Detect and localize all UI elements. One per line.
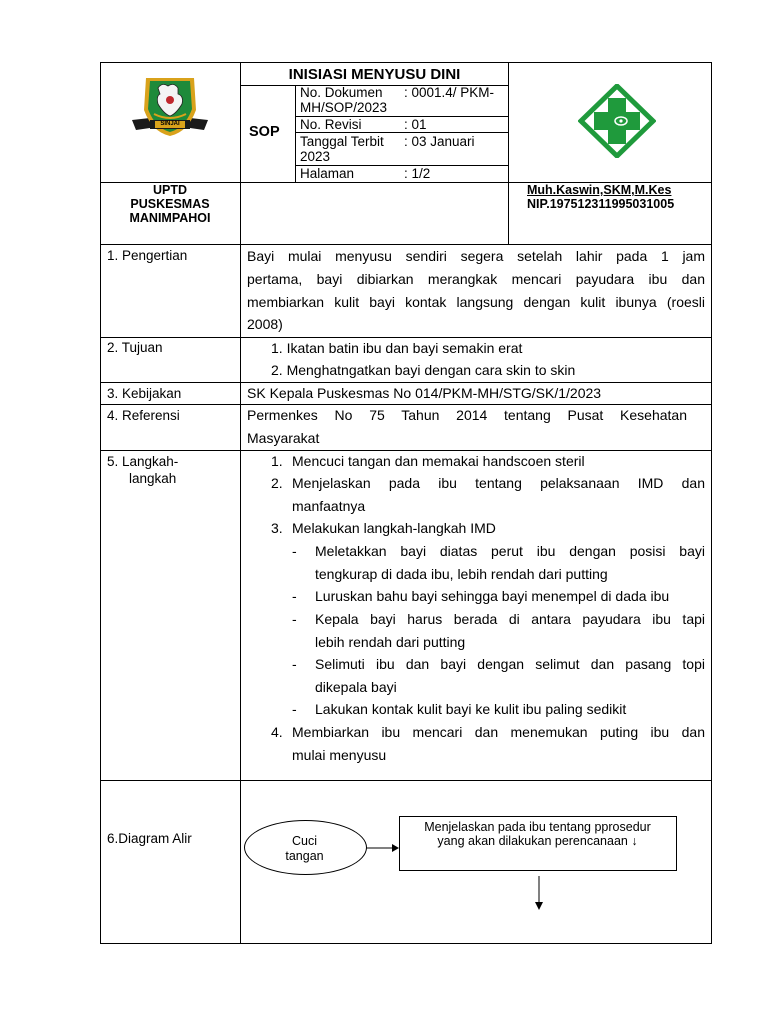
substep-dash-5: - (292, 701, 297, 717)
step-1-text: Mencuci tangan dan memakai handscoen steril (292, 453, 585, 469)
revision-value: : 01 (404, 117, 427, 132)
substep-dash-4: - (292, 656, 297, 672)
sop-label: SOP (249, 124, 280, 140)
table-border-top (100, 62, 712, 63)
page-label: Halaman (300, 166, 355, 181)
langkah-label-line1: 5. Langkah- (107, 454, 179, 469)
doc-no-label: No. Dokumen (300, 85, 383, 100)
substep-3-line2: lebih rendah dari putting (315, 634, 466, 650)
document-title: INISIASI MENYUSU DINI (288, 66, 461, 83)
flow-node-explain-line2: yang akan dilakukan perencanaan ↓ (437, 834, 638, 848)
flow-node-start-line2: tangan (285, 849, 324, 863)
label-column-divider (240, 62, 241, 944)
page-value: : 1/2 (404, 166, 431, 181)
row-divider-6 (100, 780, 712, 781)
step-number-3: 3. (271, 520, 283, 536)
puskesmas-logo (578, 84, 656, 158)
table-border-bottom (100, 943, 712, 944)
issue-date-label: Tanggal Terbit (300, 134, 384, 149)
flow-arrow-right (366, 842, 400, 854)
step-number-1: 1. (271, 453, 283, 469)
substep-1-line1: Meletakkan bayi diatas perut ibu dengan posisi bayi (315, 543, 705, 559)
kebijakan-text: SK Kepala Puskesmas No 014/PKM-MH/STG/SK/1/2023 (247, 385, 602, 401)
substep-dash-3: - (292, 611, 297, 627)
substep-4-line1: Selimuti ibu dan bayi dengan selimut dan pasang topi (315, 656, 705, 672)
sop-field-divider (295, 85, 296, 183)
revision-divider (295, 132, 508, 133)
step-number-2: 2. (271, 475, 283, 491)
referensi-line2: Masyarakat (247, 430, 320, 446)
substep-5-text: Lakukan kontak kulit bayi ke kulit ibu paling sedikit (315, 701, 627, 717)
table-border-right (711, 62, 712, 944)
pengertian-line4: 2008) (247, 316, 283, 332)
district-logo (128, 70, 212, 140)
pengertian-line1: Bayi mulai menyusu sendiri segera setelah lahir pada 1 jam (247, 248, 705, 264)
org-name-line3: MANIMPAHOI (129, 211, 211, 225)
substep-dash-1: - (292, 543, 297, 559)
signer-nip: NIP.197512311995031005 (527, 197, 675, 211)
tujuan-label: 2. Tujuan (107, 340, 163, 355)
substep-1-line2: tengkurap di dada ibu, lebih rendah dari putting (315, 566, 608, 582)
substep-2-text: Luruskan bahu bayi sehingga bayi menempel di dada ibu (315, 588, 670, 604)
tujuan-item1: 1. Ikatan batin ibu dan bayi semakin erat (271, 340, 523, 356)
flow-node-explain-line1: Menjelaskan pada ibu tentang pprosedur (424, 820, 651, 834)
diagram-label: 6.Diagram Alir (107, 831, 192, 846)
revision-label: No. Revisi (300, 117, 362, 132)
step-4-line1: Membiarkan ibu mencari dan menemukan puting ibu dan (292, 724, 705, 740)
pengertian-line2: pertama, bayi dibiarkan merangkak mencari payudara ibu dan (247, 271, 705, 287)
flow-node-start-line1: Cuci (291, 834, 317, 848)
issue-date-value-cont: 2023 (300, 149, 331, 164)
logo-banner-text: SINJAI (160, 121, 180, 127)
org-name-line1: UPTD (152, 183, 188, 197)
step-2-line1: Menjelaskan pada ibu tentang pelaksanaan IMD dan (292, 475, 705, 491)
referensi-line1: Permenkes No 75 Tahun 2014 tentang Pusat Kesehatan (247, 407, 687, 423)
step-4-line2: mulai menyusu (292, 747, 387, 763)
referensi-label: 4. Referensi (107, 408, 180, 423)
substep-3-line1: Kepala bayi harus berada di antara payudara ibu tapi (315, 611, 705, 627)
doc-no-value: : 0001.4/ PKM- (404, 85, 495, 100)
doc-no-value-cont: MH/SOP/2023 (300, 100, 388, 115)
issue-date-value: : 03 Januari (404, 134, 475, 149)
langkah-label-line2: langkah (129, 471, 177, 486)
flow-arrow-down (532, 876, 546, 911)
substep-4-line2: dikepala bayi (315, 679, 397, 695)
org-name-line2: PUSKESMAS (130, 197, 210, 211)
signer-name: Muh.Kaswin,SKM,M.Kes (527, 183, 672, 197)
pengertian-label: 1. Pengertian (107, 248, 188, 263)
step-2-line2: manfaatnya (292, 498, 366, 514)
substep-dash-2: - (292, 588, 297, 604)
step-number-4: 4. (271, 724, 283, 740)
pengertian-line3: membiarkan kulit bayi kontak langsung dengan kulit ibunya (roesli (247, 294, 705, 310)
tujuan-item2: 2. Menghatngatkan bayi dengan cara skin to skin (271, 362, 576, 378)
header-right-divider (508, 62, 509, 245)
kebijakan-label: 3. Kebijakan (107, 386, 182, 401)
step-3-text: Melakukan langkah-langkah IMD (292, 520, 496, 536)
